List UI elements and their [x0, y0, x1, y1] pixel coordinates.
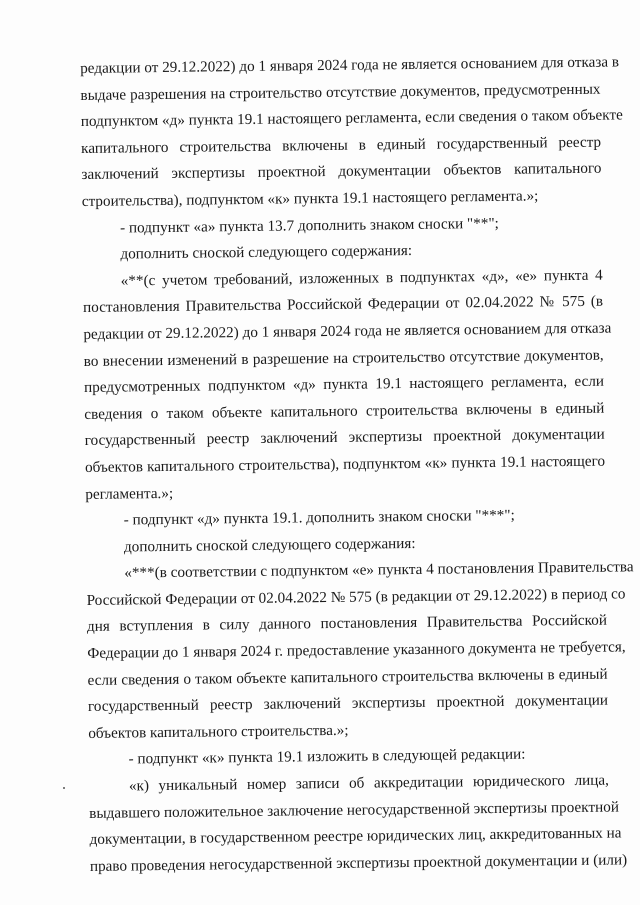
text-line: Российской Федерации от 02.04.2022 № 575 (в редакции от 29.12.2022) в период со [86, 585, 626, 609]
text-line: право проведения негосударственной экспертизы проектной документации и (или) [89, 851, 628, 875]
text-line: регламента.»; [85, 484, 174, 503]
document-body [80, 50, 634, 881]
text-line: «**(с учетом требований, изложенных в подпунктах «д», «е» пункта 4 [120, 266, 603, 290]
text-line: «***(в соответствии с подпунктом «е» пункта 4 постановления Правительства [124, 558, 634, 582]
text-line: документации, в государственном реестре юридических лиц, аккредитованных на [89, 824, 622, 849]
text-line: строительства), подпунктом «к» пункта 19.1 настоящего регламента.»; [81, 187, 539, 210]
text-line: постановления Правительства Российской Федерации от 02.04.2022 № 575 (в [82, 292, 604, 317]
text-line: если сведения о таком объекте капитального строительства включены в единый [87, 665, 608, 689]
text-line: предусмотренных подпунктом «д» пункта 19.1 настоящего регламента, если [83, 372, 605, 397]
text-line: выдавшего положительное заключение негосударственной экспертизы проектной [89, 798, 620, 822]
text-line: редакции от 29.12.2022) до 1 января 2024 года не является основанием для отказа [83, 319, 612, 343]
text-line: сведения о таком объекте капитального строительства включены в единый [84, 399, 605, 423]
text-line: дополнить сноской следующего содержания: [120, 242, 413, 263]
text-line: - подпункт «а» пункта 13.7 дополнить знаком сноски "**"; [119, 214, 499, 237]
text-line: объектов капитального строительства.»; [88, 721, 349, 742]
text-line: заключений экспертизы проектной документации объектов капитального [81, 160, 602, 184]
text-line: объектов капитального строительства), подпунктом «к» пункта 19.1 настоящего [84, 452, 606, 476]
text-line: капитального строительства включены в единый государственный реестр [81, 133, 602, 157]
text-line: Федерации до 1 января 2024 г. предоставление указанного документа не требуется, [87, 638, 626, 663]
text-line: государственный реестр заключений экспертизы проектной документации [84, 425, 605, 450]
text-line: дня вступления в силу данного постановления Правительства Российской [86, 612, 608, 636]
text-line: «к) уникальный номер записи об аккредитации юридического лица, [128, 771, 609, 795]
text-line: - подпункт «д» пункта 19.1. дополнить знаком сноски "***"; [123, 506, 515, 529]
text-line: - подпункт «к» пункта 19.1 изложить в следующей редакции: [128, 746, 526, 768]
text-line: государственный реестр заключений экспертизы проектной документации [87, 691, 609, 716]
text-line: редакции от 29.12.2022) до 1 января 2024 года не является основанием для отказа в [80, 53, 620, 77]
text-line: дополнить сноской следующего содержания: [123, 534, 416, 556]
text-line: подпунктом «д» пункта 19.1 настоящего регламента, если сведения о таком объекте [80, 106, 623, 131]
scan-speck [63, 787, 65, 789]
text-line: выдаче разрешения на строительство отсутствие документов, предусмотренных [80, 80, 601, 104]
text-line: во внесении изменений в разрешение на строительство отсутствие документов, [83, 346, 604, 370]
